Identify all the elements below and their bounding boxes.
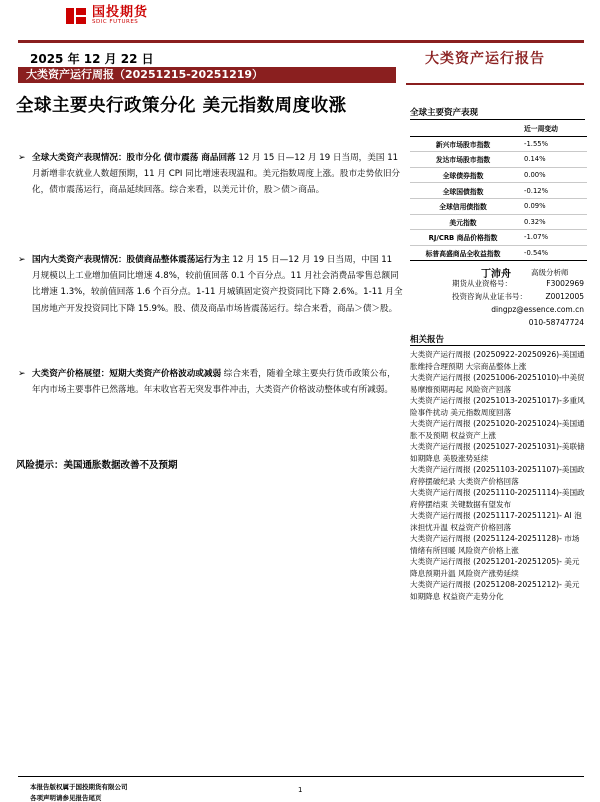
paragraph-global — [18, 150, 403, 199]
table-row — [410, 230, 587, 246]
table-header-cell — [410, 121, 516, 136]
table-row — [410, 245, 587, 261]
table-header-row — [410, 121, 587, 136]
asset-change: -0.54% — [516, 245, 587, 261]
table-row — [410, 183, 587, 199]
analyst-phone: 010-58747724 — [528, 318, 584, 327]
arrow-bullet-icon: ➢ — [18, 153, 26, 163]
paragraph-outlook — [18, 366, 403, 398]
table-row — [410, 136, 587, 152]
performance-table — [410, 121, 587, 261]
analyst-email[interactable]: dingpz@essence.com.cn — [491, 305, 584, 314]
related-item[interactable]: 大类资产运行周报 (20251103-20251107)-美国政府停摆破纪录 大类资产价格回落 — [410, 465, 585, 486]
asset-change: -1.07% — [516, 230, 587, 246]
related-item[interactable]: 大类资产运行周报 (20251027-20251031)-美联储如期降息 美股涨势延续 — [410, 442, 585, 463]
performance-divider — [410, 119, 585, 120]
page-title: 全球主要央行政策分化 美元指数周度收涨 — [16, 96, 347, 116]
table-row — [410, 214, 587, 230]
asset-name: 全球债券指数 — [410, 167, 516, 183]
arrow-bullet-icon: ➢ — [18, 255, 26, 265]
paragraph-text: 12 月 15 日—12 月 19 日当周，美国 11 月新增非农就业人数超预期，11 月 CPI 同比增速表现温和。美元指数周度上涨。股市走势依旧分化，债市震荡运行，商品延续回落。综合来看，以美元计价，股＞债＞商品。 — [32, 153, 401, 196]
asset-name: 全球国债指数 — [410, 183, 516, 199]
analyst-consult: Z0012005 — [545, 292, 584, 301]
related-item[interactable]: 大类资产运行周报 (20251006-20251010)-中美贸易摩擦预期再起 风险资产回落 — [410, 373, 585, 394]
report-type-divider — [406, 83, 584, 85]
asset-change: 0.32% — [516, 214, 587, 230]
asset-change: 0.14% — [516, 152, 587, 168]
paragraph-heading: 全球大类资产表现情况：股市分化 债市震荡 商品回落 — [32, 153, 236, 163]
related-title: 相关报告 — [410, 335, 445, 345]
analyst-name: 丁沛舟 — [481, 269, 511, 280]
paragraph-domestic — [18, 252, 403, 317]
table-header-cell: 近一周变动 — [516, 121, 587, 136]
related-divider — [410, 345, 585, 346]
related-item[interactable]: 大类资产运行周报 (20251020-20251024)-美国通胀不及预期 权益资产上涨 — [410, 419, 585, 440]
asset-change: -1.55% — [516, 136, 587, 152]
related-item[interactable]: 大类资产运行周报 (20251013-20251017)-多重风险事件扰动 美元指数周度回落 — [410, 396, 585, 417]
paragraph-text: 12 月 15 日—12 月 19 日当周，中国 11 月规模以上工业增加值同比增速 4.8%，较前值回落 0.1 个百分点。11 月社会消费品零售总额同比增速 1.3%，较前值回落 1.6 个百分点。1-11 月城镇固定资产投资同比下降 2.6%。1-11 月全国房地产开发投资同比下降 15.9%。股、债及商品市场皆震荡运行。综合来看，商品＞债＞股。 — [32, 255, 403, 314]
table-row — [410, 198, 587, 214]
page-number: 1 — [298, 786, 303, 794]
company-logo — [66, 6, 148, 26]
footer-copyright: 本报告版权属于国投期货有限公司 — [30, 783, 128, 791]
related-item[interactable]: 大类资产运行周报 (20251208-20251212)- 美元如期降息 权益资产走势分化 — [410, 580, 580, 601]
logo-mark-icon — [66, 8, 86, 24]
analyst-consult-label: 投资咨询从业证书号： — [452, 292, 527, 301]
asset-name: 发达市场股市指数 — [410, 152, 516, 168]
report-type: 大类资产运行报告 — [425, 51, 545, 67]
header-divider — [18, 40, 584, 43]
risk-warning: 风险提示：美国通胀数据改善不及预期 — [16, 460, 178, 471]
asset-name: 标普高盛商品全收益指数 — [410, 245, 516, 261]
analyst-license-label: 期货从业资格号： — [452, 279, 512, 288]
table-row — [410, 167, 587, 183]
asset-change: 0.00% — [516, 167, 587, 183]
paragraph-text: 综合来看，随着全球主要央行货币政策公布，年内市场主要事件已然落地。年末收官若无突发事件冲击，大类资产价格波动整体或有所减弱。 — [32, 369, 396, 396]
performance-title: 全球主要资产表现 — [410, 108, 479, 118]
paragraph-heading: 大类资产价格展望：短期大类资产价格波动或减弱 — [32, 369, 222, 379]
paragraph-heading: 国内大类资产表现情况：股债商品整体震荡运行为主 — [32, 255, 230, 265]
footer-disclaimer: 各项声明请参见报告尾页 — [30, 794, 102, 802]
asset-change: 0.09% — [516, 198, 587, 214]
related-item[interactable]: 大类资产运行周报 (20251124-20251128)- 市场情绪有所回暖 风险资产价格上涨 — [410, 534, 580, 555]
footer-divider — [18, 776, 584, 777]
table-row — [410, 152, 587, 168]
report-date: 2025 年 12 月 22 日 — [30, 52, 154, 66]
arrow-bullet-icon: ➢ — [18, 369, 26, 379]
asset-name: 全球信用债指数 — [410, 198, 516, 214]
related-item[interactable]: 大类资产运行周报 (20250922-20250926)-美国通胀维持合理预期 大宗商品整体上涨 — [410, 350, 585, 371]
asset-change: -0.12% — [516, 183, 587, 199]
logo-name: 国投期货 — [92, 5, 149, 20]
related-list — [410, 349, 586, 602]
report-subtitle: 大类资产运行周报（20251215-20251219） — [18, 67, 396, 83]
related-item[interactable]: 大类资产运行周报 (20251117-20251121)- AI 泡沫担忧升温 权益资产价格回落 — [410, 511, 582, 532]
asset-name: 新兴市场股市指数 — [410, 136, 516, 152]
asset-name: RJ/CRB 商品价格指数 — [410, 230, 516, 246]
logo-english: SDIC FUTURES — [92, 19, 139, 25]
analyst-license: F3002969 — [546, 279, 584, 288]
related-item[interactable]: 大类资产运行周报 (20251110-20251114)-美国政府停摆结束 关键数据有望发布 — [410, 488, 585, 509]
related-item[interactable]: 大类资产运行周报 (20251201-20251205)- 美元降息预期升温 风险资产涨势延续 — [410, 557, 580, 578]
asset-name: 美元指数 — [410, 214, 516, 230]
analyst-role: 高级分析师 — [531, 268, 569, 277]
